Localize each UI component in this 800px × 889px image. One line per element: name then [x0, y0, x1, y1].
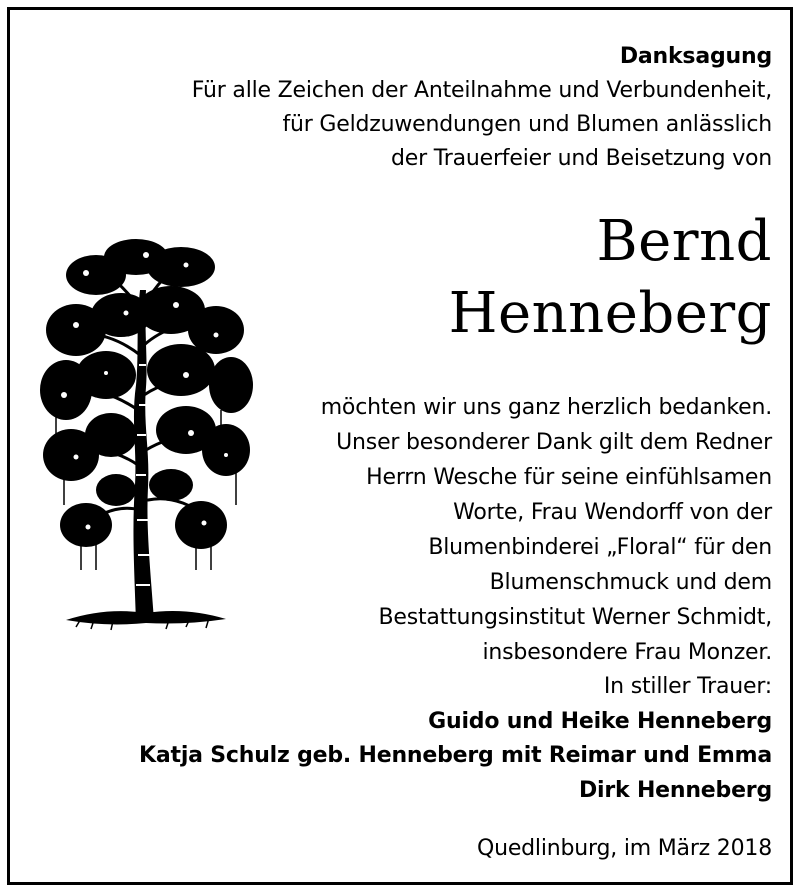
- mourner-name: Guido und Heike Henneberg: [428, 708, 772, 734]
- birch-tree-icon: [36, 235, 256, 645]
- mourners-block: [139, 670, 772, 808]
- thanks-line: möchten wir uns ganz herzlich bedanken.: [320, 395, 772, 420]
- intro-line: Für alle Zeichen der Anteilnahme und Verbundenheit,: [191, 78, 772, 103]
- deceased-last-name: Henneberg: [448, 281, 772, 346]
- thanks-line: insbesondere Frau Monzer.: [482, 640, 772, 665]
- thanks-line: Worte, Frau Wendorff von der: [453, 500, 772, 525]
- thanks-line: Unser besonderer Dank gilt dem Redner: [336, 430, 772, 455]
- thanks-line: Herrn Wesche für seine einfühlsamen: [366, 465, 772, 490]
- intro-line: für Geldzuwendungen und Blumen anlässlich: [282, 112, 772, 137]
- mourner-name: Katja Schulz geb. Henneberg mit Reimar und Emma: [139, 743, 772, 768]
- thanks-line: Blumenbinderei „Floral“ für den: [428, 535, 772, 560]
- thanks-block: [321, 390, 772, 670]
- mourners-label: In stiller Trauer:: [603, 674, 772, 699]
- notice-heading: Danksagung: [619, 44, 772, 69]
- thanks-line: Blumenschmuck und dem: [489, 570, 772, 595]
- deceased-name: [449, 206, 772, 350]
- deceased-first-name: Bernd: [596, 209, 772, 274]
- intro-line: der Trauerfeier und Beisetzung von: [391, 146, 772, 171]
- intro-block: [192, 40, 772, 176]
- place-date: Quedlinburg, im März 2018: [476, 836, 772, 861]
- thanks-line: Bestattungsinstitut Werner Schmidt,: [378, 605, 772, 630]
- mourner-name: Dirk Henneberg: [579, 777, 772, 803]
- obituary-notice: [7, 7, 793, 885]
